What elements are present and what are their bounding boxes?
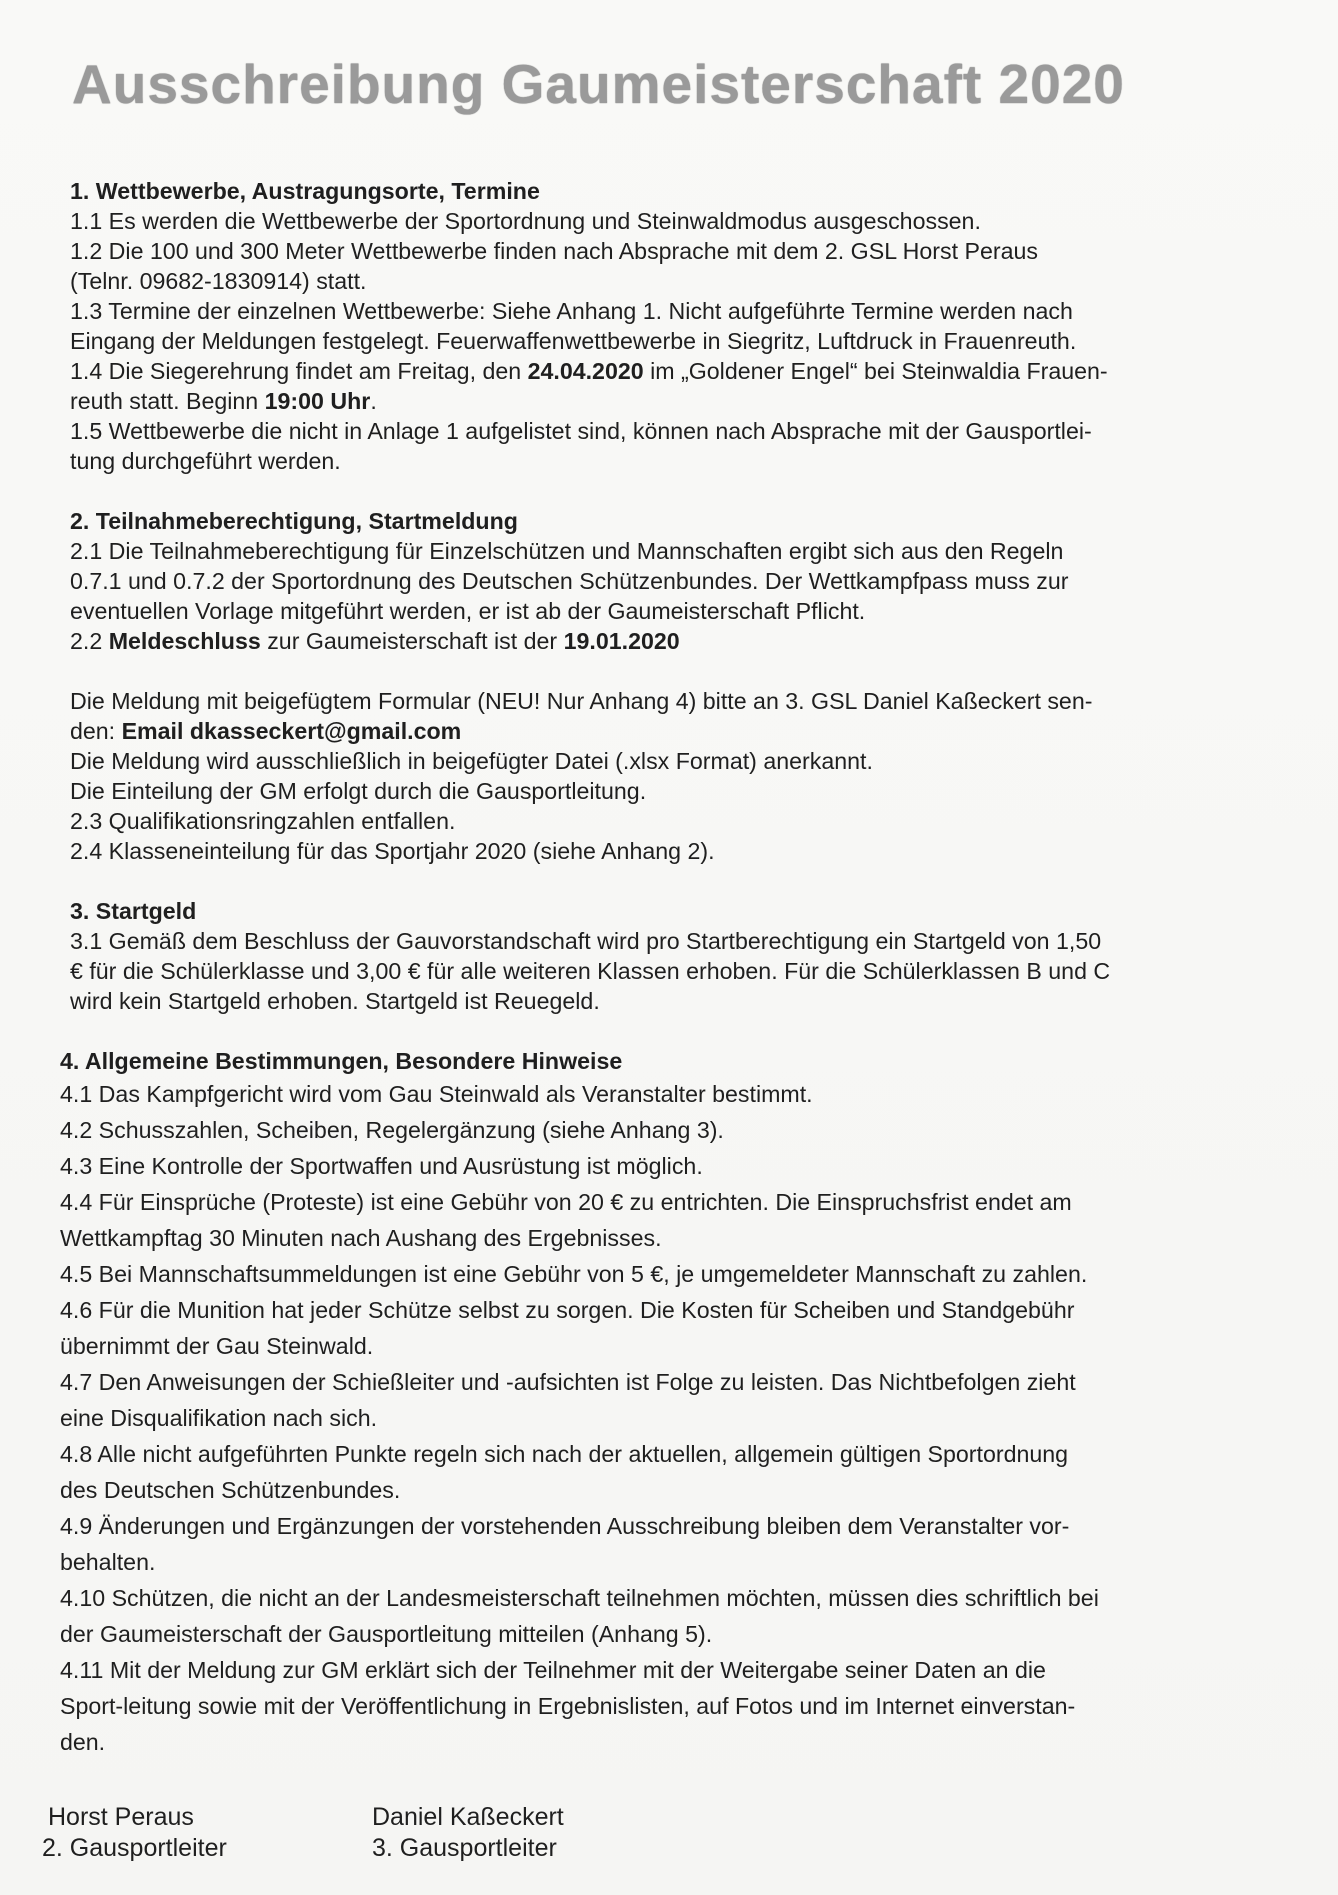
paragraph-line: Die Einteilung der GM erfolgt durch die Gausportleitung.	[70, 778, 647, 804]
paragraph-line: 4.11 Mit der Meldung zur GM erklärt sich der Teilnehmer mit der Weitergabe seiner Daten an die	[60, 1657, 1046, 1683]
signatory-role: 3. Gausportleiter	[372, 1834, 557, 1862]
paragraph-line: Eingang der Meldungen festgelegt. Feuerwaffenwettbewerbe in Siegritz, Luftdruck in Frauenreuth.	[70, 328, 1077, 354]
paragraph-line: 1.1 Es werden die Wettbewerbe der Sportordnung und Steinwaldmodus ausgeschossen.	[70, 208, 981, 234]
paragraph-line: 1.2 Die 100 und 300 Meter Wettbewerbe finden nach Absprache mit dem 2. GSL Horst Peraus	[70, 238, 1038, 264]
document-title: Ausschreibung Gaumeisterschaft 2020	[72, 53, 1125, 115]
paragraph-line: 1.4 Die Siegerehrung findet am Freitag, den 24.04.2020 im „Goldener Engel“ bei Steinwaldia Frauen-	[70, 358, 1108, 384]
paragraph-line: 1.5 Wettbewerbe die nicht in Anlage 1 aufgelistet sind, können nach Absprache mit der Gausportlei-	[70, 418, 1092, 444]
signatory-role: 2. Gausportleiter	[42, 1834, 227, 1862]
paragraph-line: den.	[60, 1729, 106, 1755]
paragraph-line: 4.4 Für Einsprüche (Proteste) ist eine Gebühr von 20 € zu entrichten. Die Einspruchsfrist endet am	[60, 1189, 1072, 1215]
paragraph-line: Die Meldung wird ausschließlich in beigefügter Datei (.xlsx Format) anerkannt.	[70, 748, 873, 774]
section-lines	[70, 536, 1300, 866]
paragraph-line: 4.10 Schützen, die nicht an der Landesmeisterschaft teilnehmen möchten, müssen dies schriftlich bei	[60, 1585, 1099, 1611]
paragraph-line: € für die Schülerklasse und 3,00 € für alle weiteren Klassen erhoben. Für die Schülerklassen B und C	[70, 958, 1111, 984]
paragraph-line: tung durchgeführt werden.	[70, 448, 341, 474]
section-lines	[70, 926, 1300, 1016]
paragraph-line: eine Disqualifikation nach sich.	[60, 1405, 378, 1431]
paragraph-line: Die Meldung mit beigefügtem Formular (NEU! Nur Anhang 4) bitte an 3. GSL Daniel Kaßeckert sen-	[70, 688, 1093, 714]
section-heading: 2. Teilnahmeberechtigung, Startmeldung	[70, 508, 518, 534]
paragraph-line: 4.9 Änderungen und Ergänzungen der vorstehenden Ausschreibung bleiben dem Veranstalter vor-	[60, 1513, 1070, 1539]
paragraph-line: 2.1 Die Teilnahmeberechtigung für Einzelschützen und Mannschaften ergibt sich aus den Regeln	[70, 538, 1064, 564]
document-body	[60, 176, 1300, 1760]
section-3	[70, 896, 1300, 1016]
paragraph-line: wird kein Startgeld erhoben. Startgeld ist Reuegeld.	[70, 988, 600, 1014]
section-4	[60, 1046, 1300, 1760]
signature-right	[372, 1802, 564, 1864]
paragraph-line: den: Email dkasseckert@gmail.com	[70, 718, 462, 744]
signature-left	[42, 1802, 227, 1864]
paragraph-line: 2.2 Meldeschluss zur Gaumeisterschaft ist der 19.01.2020	[70, 628, 680, 654]
paragraph-line: 4.3 Eine Kontrolle der Sportwaffen und Ausrüstung ist möglich.	[60, 1153, 703, 1179]
paragraph-line: 4.8 Alle nicht aufgeführten Punkte regeln sich nach der aktuellen, allgemein gültigen Sportordnung	[60, 1441, 1069, 1467]
section-1	[70, 176, 1300, 476]
paragraph-line: 2.3 Qualifikationsringzahlen entfallen.	[70, 808, 456, 834]
paragraph-line: Sport-leitung sowie mit der Veröffentlichung in Ergebnislisten, auf Fotos und im Internet einverstan-	[60, 1693, 1076, 1719]
paragraph-line: Wettkampftag 30 Minuten nach Aushang des Ergebnisses.	[60, 1225, 662, 1251]
section-heading: 3. Startgeld	[70, 898, 197, 924]
paragraph-line: 4.5 Bei Mannschaftsummeldungen ist eine Gebühr von 5 €, je umgemeldeter Mannschaft zu zahlen.	[60, 1261, 1088, 1287]
paragraph-line: 4.7 Den Anweisungen der Schießleiter und -aufsichten ist Folge zu leisten. Das Nichtbefolgen zieht	[60, 1369, 1076, 1395]
paragraph-line: 4.6 Für die Munition hat jeder Schütze selbst zu sorgen. Die Kosten für Scheiben und Standgebühr	[60, 1297, 1075, 1323]
section-heading: 1. Wettbewerbe, Austragungsorte, Termine	[70, 178, 540, 204]
section-heading: 4. Allgemeine Bestimmungen, Besondere Hinweise	[60, 1048, 623, 1074]
paragraph-line: 4.2 Schusszahlen, Scheiben, Regelergänzung (siehe Anhang 3).	[60, 1117, 724, 1143]
paragraph-line: 4.1 Das Kampfgericht wird vom Gau Steinwald als Veranstalter bestimmt.	[60, 1081, 813, 1107]
section-lines	[60, 1076, 1300, 1760]
paragraph-line: eventuellen Vorlage mitgeführt werden, er ist ab der Gaumeisterschaft Pflicht.	[70, 598, 866, 624]
paragraph-line: 0.7.1 und 0.7.2 der Sportordnung des Deutschen Schützenbundes. Der Wettkampfpass muss zur	[70, 568, 1069, 594]
paragraph-line: reuth statt. Beginn 19:00 Uhr.	[70, 388, 377, 414]
paragraph-line: übernimmt der Gau Steinwald.	[60, 1333, 374, 1359]
paragraph-line: der Gaumeisterschaft der Gausportleitung mitteilen (Anhang 5).	[60, 1621, 713, 1647]
paragraph-line: (Telnr. 09682-1830914) statt.	[70, 268, 367, 294]
signatory-name: Daniel Kaßeckert	[372, 1803, 564, 1831]
paragraph-line	[70, 656, 1300, 686]
paragraph-line: 1.3 Termine der einzelnen Wettbewerbe: Siehe Anhang 1. Nicht aufgeführte Termine werden nach	[70, 298, 1073, 324]
paragraph-line: 2.4 Klasseneinteilung für das Sportjahr 2020 (siehe Anhang 2).	[70, 838, 715, 864]
paragraph-line: behalten.	[60, 1549, 156, 1575]
section-lines	[70, 206, 1300, 476]
paragraph-line: 3.1 Gemäß dem Beschluss der Gauvorstandschaft wird pro Startberechtigung ein Startgeld von 1,50	[70, 928, 1102, 954]
paragraph-line: des Deutschen Schützenbundes.	[60, 1477, 401, 1503]
signatory-name: Horst Peraus	[48, 1803, 194, 1831]
section-2	[70, 506, 1300, 866]
